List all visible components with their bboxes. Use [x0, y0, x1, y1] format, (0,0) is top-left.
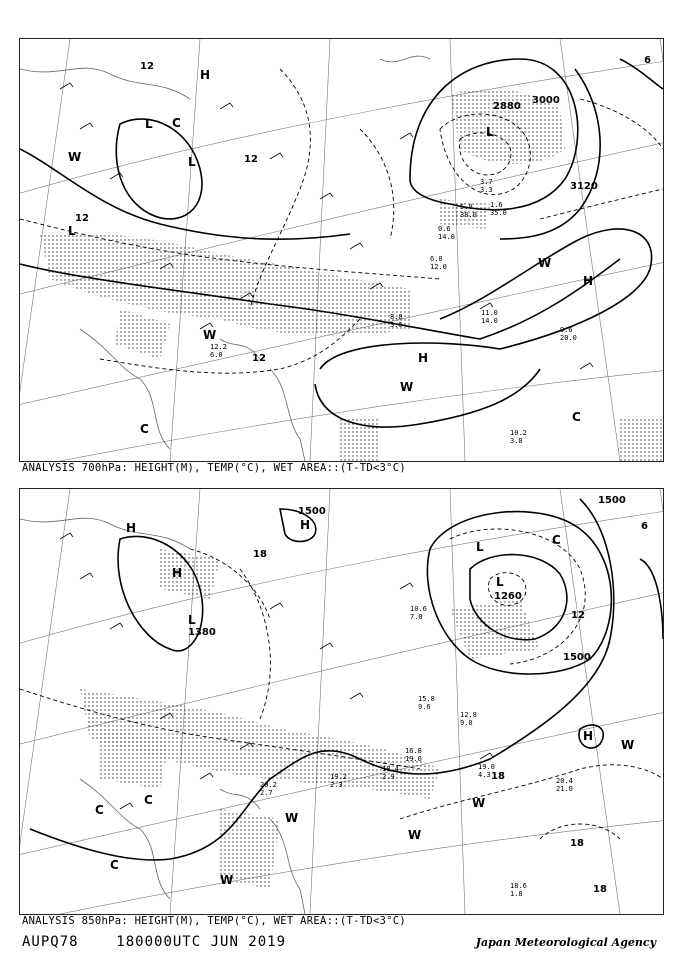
isotherm-label: 18 [570, 838, 584, 849]
contour-label: 1380 [188, 627, 216, 638]
center-marker: W [472, 796, 486, 810]
isotherm-label: 6 [644, 55, 651, 66]
station-obs [430, 255, 447, 271]
center-marker: W [400, 380, 414, 394]
obs-line: 1.6 [490, 201, 503, 209]
contour-label: 3120 [570, 181, 598, 192]
obs-line: 3.3 [480, 186, 493, 194]
station-obs [490, 201, 507, 217]
obs-line: 1.8 [510, 890, 523, 898]
center-marker: C [140, 422, 149, 436]
obs-line: 2.7 [260, 789, 273, 797]
obs-line: 18.4 [382, 765, 399, 773]
map-700hpa-canvas [20, 39, 663, 461]
obs-line: 14.0 [438, 233, 455, 241]
wet-area [40, 89, 663, 461]
agency-credit: Japan Meteorological Agency [475, 936, 656, 949]
contour-label: 1500 [598, 495, 626, 506]
isotherm-label: 6 [641, 521, 648, 532]
isotherm-label: 12 [252, 353, 266, 364]
obs-line: 20.0 [560, 334, 577, 342]
obs-line: 2.9 [382, 773, 395, 781]
footer-spacer [79, 934, 117, 950]
panel-caption-850: ANALYSIS 850hPa: HEIGHT(M), TEMP(°C), WET AREA::(T-TD<3°C) [22, 915, 407, 927]
isotherm-label: 12 [140, 61, 154, 72]
center-marker: W [285, 811, 299, 825]
center-marker: W [408, 828, 422, 842]
obs-line: 9.6 [418, 703, 431, 711]
obs-line: 3.8 [510, 437, 523, 445]
center-marker: W [220, 873, 234, 887]
station-obs [410, 605, 427, 621]
obs-line: 10.6 [410, 605, 427, 613]
station-obs [438, 225, 455, 241]
center-marker: C [572, 410, 581, 424]
obs-line: 19.0 [478, 763, 495, 771]
center-marker: H [300, 518, 311, 532]
center-marker: L [486, 125, 494, 139]
center-marker: H [583, 274, 594, 288]
obs-line: 2.3 [330, 781, 343, 789]
center-marker: L [188, 155, 196, 169]
center-marker: L [496, 575, 504, 589]
obs-line: 38.0 [460, 211, 477, 219]
obs-line: 35.0 [490, 209, 507, 217]
isotherm-label: 18 [593, 884, 607, 895]
center-marker: H [418, 351, 429, 365]
obs-line: 19.2 [330, 773, 347, 781]
map-850hpa [19, 488, 664, 915]
station-obs [556, 777, 573, 793]
obs-line: 5.0 [460, 203, 473, 211]
obs-line: 20.2 [260, 781, 277, 789]
obs-line: 0.6 [438, 225, 451, 233]
isotherm-label: 12 [571, 610, 585, 621]
obs-line: 12.2 [210, 343, 227, 351]
obs-line: 10.2 [510, 429, 527, 437]
isotherm-label: 12 [244, 154, 258, 165]
obs-line: 6.0 [430, 255, 443, 263]
center-marker: C [552, 533, 561, 547]
product-id: AUPQ78 [22, 934, 79, 950]
station-obs [460, 711, 477, 727]
obs-line: 12.0 [430, 263, 447, 271]
map-850hpa-canvas [20, 489, 663, 914]
obs-line: 12.8 [460, 711, 477, 719]
station-obs [405, 747, 422, 763]
chart-footer [22, 934, 286, 950]
obs-line: 7.0 [410, 613, 423, 621]
center-marker: L [188, 613, 196, 627]
center-marker: C [144, 793, 153, 807]
station-obs [260, 781, 277, 797]
map-700hpa [19, 38, 664, 462]
obs-line: 8.8 [390, 313, 403, 321]
obs-line: 11.0 [481, 309, 498, 317]
contour-label: 1500 [563, 652, 591, 663]
obs-line: 15.8 [418, 695, 435, 703]
center-marker: W [621, 738, 635, 752]
center-marker: C [172, 116, 181, 130]
station-obs [560, 326, 577, 342]
center-marker: L [68, 224, 76, 238]
valid-time: 180000UTC JUN 2019 [116, 934, 287, 950]
center-marker: W [538, 256, 552, 270]
isotherm-label: 18 [253, 549, 267, 560]
obs-line: 20.4 [556, 777, 573, 785]
contour-label: 3000 [532, 95, 560, 106]
obs-line: 16.8 [405, 747, 422, 755]
station-obs [210, 343, 227, 359]
panel-caption-700: ANALYSIS 700hPa: HEIGHT(M), TEMP(°C), WET AREA::(T-TD<3°C) [22, 462, 407, 474]
contour-label: 1260 [494, 591, 522, 602]
center-marker: C [110, 858, 119, 872]
obs-line: 21.0 [556, 785, 573, 793]
obs-line: 18.6 [510, 882, 527, 890]
station-obs [481, 309, 498, 325]
center-marker: H [172, 566, 183, 580]
obs-line: 14.0 [481, 317, 498, 325]
obs-line: 4.3 [478, 771, 491, 779]
center-marker: C [95, 803, 104, 817]
station-obs [480, 178, 493, 194]
station-obs [418, 695, 435, 711]
station-obs [390, 313, 403, 329]
station-obs [510, 429, 527, 445]
obs-line: 6.0 [210, 351, 223, 359]
center-marker: W [203, 328, 217, 342]
center-marker: W [68, 150, 82, 164]
center-marker: H [583, 729, 594, 743]
center-marker: L [476, 540, 484, 554]
station-obs [510, 882, 527, 898]
center-marker: H [200, 68, 211, 82]
center-marker: H [126, 521, 137, 535]
isotherm-label: 18 [491, 771, 505, 782]
obs-line: 9.0 [460, 719, 473, 727]
contour-label: 2880 [493, 101, 521, 112]
obs-line: 3.7 [480, 178, 493, 186]
obs-line: 9.6 [560, 326, 573, 334]
obs-line: 3.6 [390, 321, 403, 329]
isotherm-label: 12 [75, 213, 89, 224]
contour-label: 1500 [298, 506, 326, 517]
center-marker: L [145, 117, 153, 131]
obs-line: 19.0 [405, 755, 422, 763]
